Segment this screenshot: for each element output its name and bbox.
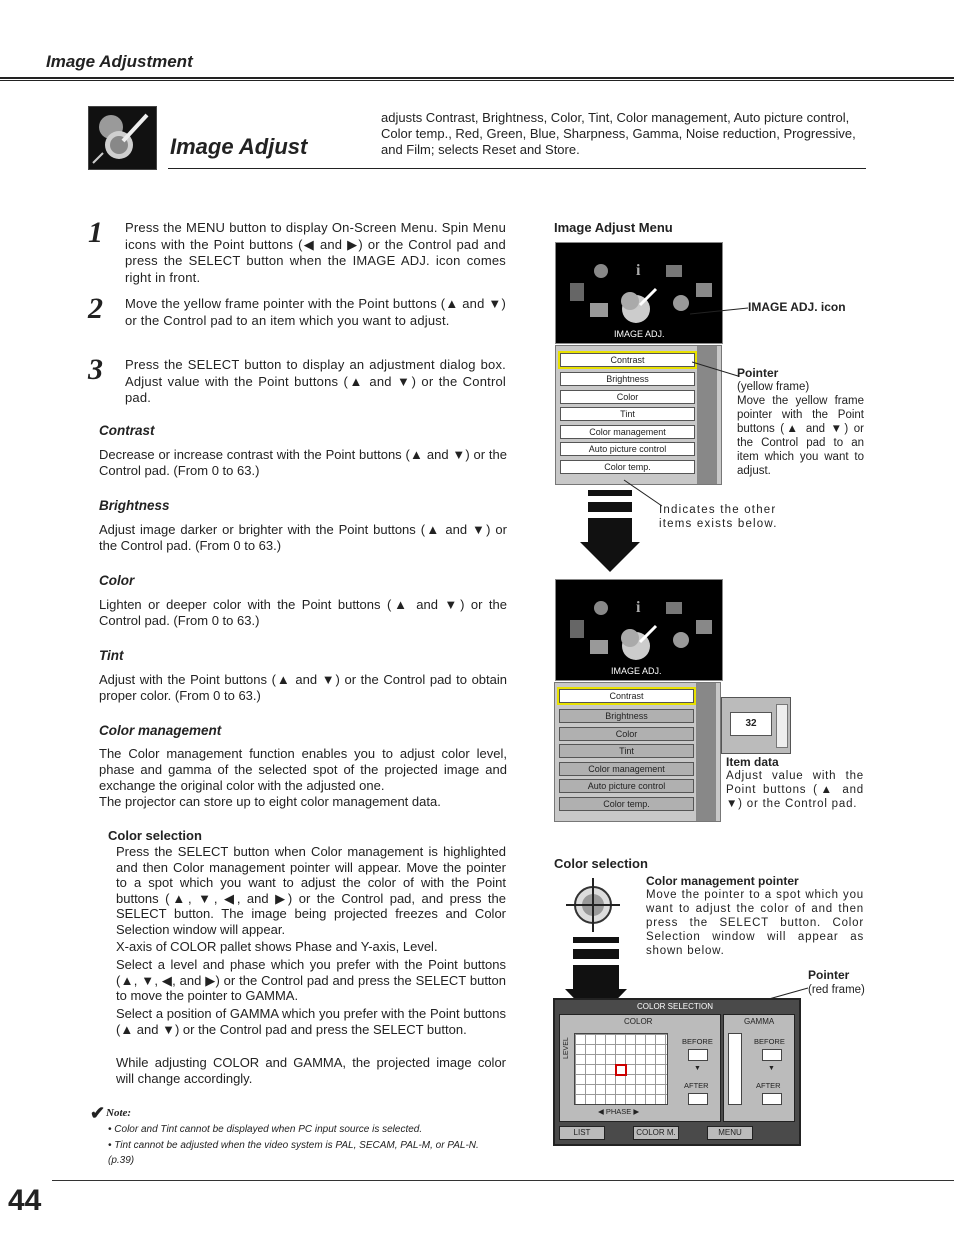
menu-item-auto-picture-control[interactable]: Auto picture control	[560, 442, 695, 456]
menu-list-2	[554, 682, 721, 822]
cm-pointer-desc: Move the pointer to a spot which you want to adjust the color of and then press the SELECT button. Color Selection window will appear as shown below.	[646, 889, 864, 957]
crosshair-pointer-icon	[566, 878, 620, 932]
pointer-line	[692, 360, 740, 380]
menu-icon-wheel	[555, 242, 723, 344]
scrollbar[interactable]	[696, 683, 716, 821]
item-text-color: Lighten or deeper color with the Point buttons (▲ and ▼) or the Control pad. (From 0 to 63.)	[99, 597, 507, 628]
red-pointer-title: Pointer	[808, 968, 850, 982]
menu-item-color-temp[interactable]: Color temp.	[559, 797, 694, 811]
item-data-box	[721, 697, 791, 754]
screen-label: IMAGE ADJ.	[611, 666, 662, 676]
item-value: 32	[730, 712, 772, 736]
color-selection-right-title: Color selection	[554, 856, 648, 871]
arrow-down-icon: ▼	[768, 1065, 775, 1072]
screen-label: IMAGE ADJ.	[614, 329, 665, 339]
list-button[interactable]: LIST	[559, 1126, 605, 1140]
menu-item-contrast[interactable]: Contrast	[560, 353, 695, 367]
pointer-sub: (yellow frame)	[737, 381, 810, 393]
item-title-color-management: Color management	[99, 723, 222, 738]
icon-pointer-line	[690, 300, 750, 320]
footer-rule	[52, 1180, 954, 1181]
page-title: Image Adjust	[170, 134, 308, 159]
menu-item-color-temp[interactable]: Color temp.	[560, 460, 695, 474]
color-selection-p5: While adjusting COLOR and GAMMA, the projected image color will change accordingly.	[116, 1055, 506, 1086]
pointer-title: Pointer	[737, 366, 779, 380]
note-item: • Color and Tint cannot be displayed when PC input source is selected.	[108, 1124, 423, 1135]
level-label: LEVEL	[563, 1037, 570, 1059]
page-number: 44	[8, 1184, 42, 1217]
step-text: Move the yellow frame pointer with the Point buttons (▲ and ▼) or the Control pad to an item which you want to adjust.	[125, 296, 506, 328]
checkmark-icon: ✔	[90, 1103, 106, 1123]
note-item: • Tint cannot be adjusted when the video system is PAL, SECAM, PAL-M, or PAL-N. (p.39)	[108, 1140, 479, 1166]
color-m-button[interactable]: COLOR M.	[633, 1126, 679, 1140]
header-description: adjusts Contrast, Brightness, Color, Tint, Color management, Auto picture control, Color temp., Red, Green, Blue, Sharpness, Gamma, Noise reduction, Progressive, and Film; selects Reset and Store.	[381, 110, 856, 157]
after-swatch	[762, 1093, 782, 1105]
item-text-brightness: Adjust image darker or brighter with the Point buttons (▲ and ▼) or the Control pad. (From 0 to 63.)	[99, 522, 507, 553]
svg-text:i: i	[636, 262, 641, 279]
note-label: Note:	[106, 1107, 132, 1119]
red-pointer-sub: (red frame)	[808, 984, 865, 996]
cm-pointer-title: Color management pointer	[646, 874, 799, 888]
image-adjust-icon	[88, 106, 157, 170]
step-text: Press the SELECT button to display an adjustment dialog box. Adjust value with the Point buttons (▲ and ▼) or the Control pad.	[125, 357, 506, 405]
color-label: COLOR	[624, 1017, 653, 1026]
note-item-text: Tint cannot be adjusted when the video system is PAL, SECAM, PAL-M, or PAL-N. (p.39)	[108, 1140, 479, 1166]
menu-item-contrast[interactable]: Contrast	[559, 689, 694, 703]
step-number: 1	[88, 216, 103, 249]
color-panel	[559, 1014, 721, 1122]
color-selection-p3: Select a level and phase which you prefer with the Point buttons (▲, ▼, ◀, and ▶) or the Control pad and press the SELECT button to move the pointer to GAMMA.	[116, 957, 506, 1003]
menu-item-auto-picture-control[interactable]: Auto picture control	[559, 779, 694, 793]
before-swatch	[688, 1049, 708, 1061]
menu-icon-wheel-2	[555, 579, 723, 681]
menu-item-tint[interactable]: Tint	[560, 407, 695, 421]
step-text: Press the MENU button to display On-Screen Menu. Spin Menu icons with the Point buttons (◀ and ▶) or the Control pad and press the SELECT button when the IMAGE ADJ. icon comes right in front.	[125, 220, 506, 285]
after-label: AFTER	[756, 1081, 781, 1090]
after-label: AFTER	[684, 1081, 709, 1090]
item-data-title: Item data	[726, 755, 779, 769]
item-text-tint: Adjust with the Point buttons (▲ and ▼) or the Control pad to obtain proper color. (From 0 to 63.)	[99, 672, 507, 703]
gamma-panel	[723, 1014, 795, 1122]
pointer-desc: Move the yellow frame pointer with the Point buttons (▲ and ▼) or the Control pad to an item which you want to adjust.	[737, 395, 864, 477]
menu-item-color-management[interactable]: Color management	[559, 762, 694, 776]
color-pallet-grid[interactable]	[574, 1033, 668, 1105]
before-label: BEFORE	[682, 1037, 713, 1046]
svg-text:i: i	[636, 599, 641, 616]
title-rule	[168, 168, 866, 169]
header-rule	[0, 77, 954, 81]
item-title-contrast: Contrast	[99, 423, 155, 438]
before-swatch	[762, 1049, 782, 1061]
color-selection-p1: Press the SELECT button when Color management is highlighted and then Color management pointer will appear. Move the pointer to a spot which you want to adjust the color of with the Point buttons (▲, ▼, ◀, and ▶) or the Control pad, and press the SELECT button. The image being projected freezes and Color Selection window will appear.	[116, 844, 506, 937]
item-text-color-management: The Color management function enables you to adjust color level, phase and gamma of the selected spot of the projected image and exchange the original color with the adjusted one. The projector can store up to eight color management data.	[99, 746, 507, 809]
step-number: 2	[88, 292, 103, 325]
menu-button[interactable]: MENU	[707, 1126, 753, 1140]
color-pointer[interactable]	[615, 1064, 627, 1076]
item-title-brightness: Brightness	[99, 498, 170, 513]
step-number: 3	[88, 353, 103, 386]
menu-item-brightness[interactable]: Brightness	[560, 372, 695, 386]
item-text-contrast: Decrease or increase contrast with the Point buttons (▲ and ▼) or the Control pad. (From 0 to 63.)	[99, 447, 507, 478]
menu-item-brightness[interactable]: Brightness	[559, 709, 694, 723]
color-selection-p4: Select a position of GAMMA which you prefer with the Point buttons (▲ and ▼) or the Control pad and press the SELECT button.	[116, 1006, 506, 1037]
note-item-text: Color and Tint cannot be displayed when PC input source is selected.	[114, 1124, 423, 1135]
item-title-tint: Tint	[99, 648, 124, 663]
icon-label: IMAGE ADJ. icon	[748, 300, 846, 314]
phase-label: ◀ PHASE ▶	[598, 1107, 640, 1116]
menu-item-color[interactable]: Color	[559, 727, 694, 741]
after-swatch	[688, 1093, 708, 1105]
color-selection-window	[553, 998, 801, 1146]
item-title-color: Color	[99, 573, 135, 588]
gamma-slider[interactable]	[728, 1033, 742, 1105]
value-slider[interactable]	[776, 704, 788, 748]
color-selection-p2: X-axis of COLOR pallet shows Phase and Y-axis, Level.	[116, 939, 438, 954]
color-selection-title: Color selection	[108, 828, 202, 843]
menu-item-tint[interactable]: Tint	[559, 744, 694, 758]
section-title: Image Adjustment	[46, 52, 193, 71]
menu-title: Image Adjust Menu	[554, 220, 673, 235]
down-arrow-icon	[580, 490, 642, 574]
item-data-desc: Adjust value with the Point buttons (▲ and ▼) or the Control pad.	[726, 770, 864, 810]
gamma-label: GAMMA	[744, 1017, 775, 1026]
before-label: BEFORE	[754, 1037, 785, 1046]
menu-item-color-management[interactable]: Color management	[560, 425, 695, 439]
menu-item-color[interactable]: Color	[560, 390, 695, 404]
other-items-note: Indicates the other items exists below.	[659, 504, 778, 530]
window-title: COLOR SELECTION	[637, 1002, 714, 1011]
arrow-down-icon: ▼	[694, 1065, 701, 1072]
